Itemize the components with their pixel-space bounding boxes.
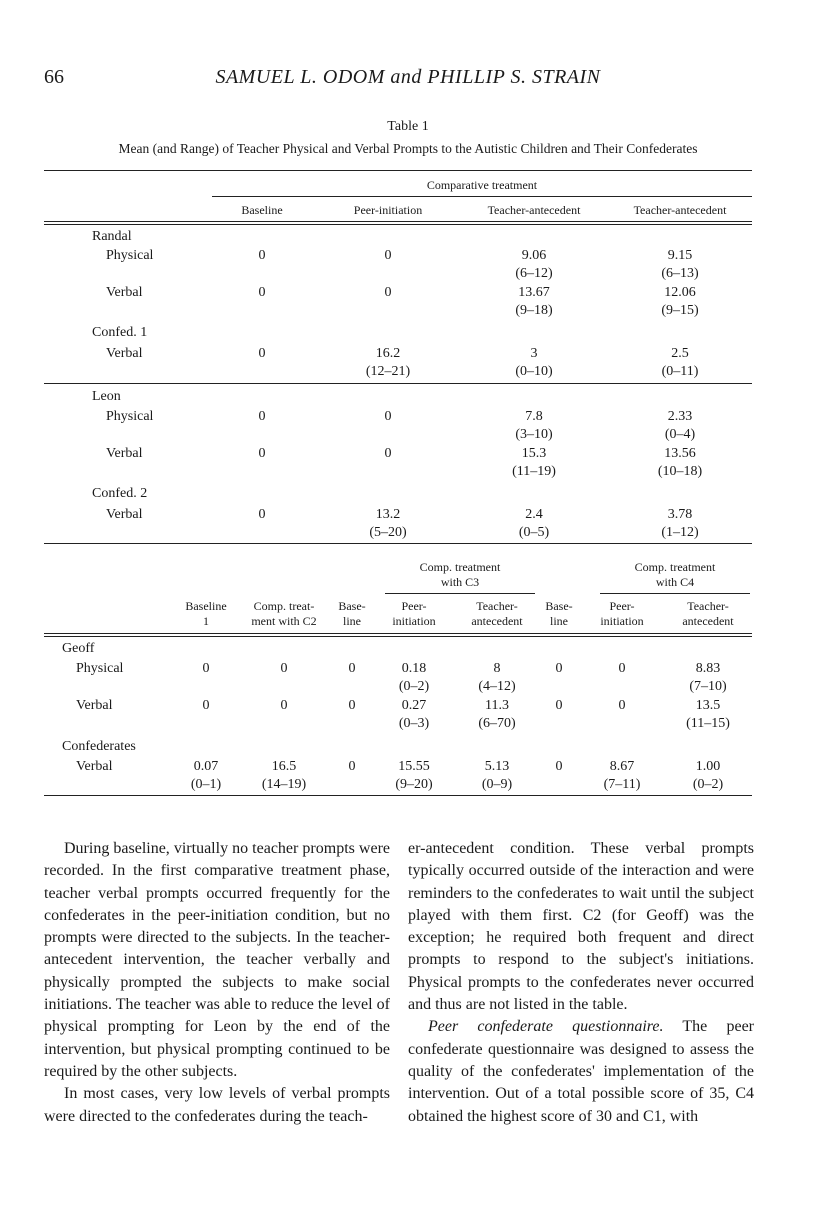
- paragraph: During baseline, virtually no teacher prompts were recorded. In the first comparative treatment phase, teacher verbal prompts occurred frequently for the confederates in the peer-initiation condition, but no prompts were directed to the subjects. In the teacher-antecedent intervention, the teacher verbally and physically prompted the subjects to make social initiations. The teacher was able to reduce the level of physical prompting for Leon by the end of the intervention, but physical prompting continued to be required by the other subjects.: [44, 840, 390, 1080]
- cell-range: (14–19): [261, 777, 307, 792]
- column-header: Teacher-: [476, 599, 518, 613]
- page-number: 66: [44, 66, 64, 88]
- column-header: Peer-: [401, 599, 427, 613]
- table-top-rule: [44, 170, 752, 171]
- body-right-column: [408, 838, 754, 1128]
- cell-mean: 0: [348, 661, 356, 676]
- cell-mean: 2.5: [671, 346, 689, 361]
- column-header: Baseline: [241, 203, 283, 217]
- body-left-column: [44, 838, 390, 1128]
- cell-mean: 7.8: [525, 409, 543, 424]
- column-header: antecedent: [682, 614, 734, 628]
- cell-mean: 0: [202, 698, 210, 713]
- header-rule: [44, 224, 752, 225]
- cell-range: (0–5): [518, 525, 550, 540]
- row-label: Verbal: [106, 446, 143, 461]
- row-label: Verbal: [76, 759, 113, 774]
- cell-mean: 13.5: [695, 698, 721, 713]
- column-header: Peer-initiation: [353, 203, 423, 217]
- cell-mean: 0: [555, 759, 563, 774]
- paragraph: [408, 1016, 754, 1127]
- cell-range: (0–3): [398, 716, 430, 731]
- cell-range: (6–70): [478, 716, 516, 731]
- cell-mean: 3: [530, 346, 538, 361]
- row-label: Physical: [76, 661, 124, 676]
- cell-mean: 0: [258, 446, 266, 461]
- row-label: Verbal: [106, 346, 143, 361]
- cell-mean: 0: [384, 285, 392, 300]
- cell-mean: 8: [493, 661, 501, 676]
- cell-mean: 9.15: [667, 248, 693, 263]
- cell-range: (0–2): [398, 679, 430, 694]
- cell-mean: 0: [258, 285, 266, 300]
- cell-mean: 0: [384, 248, 392, 263]
- cell-mean: 0: [258, 409, 266, 424]
- column-header: Teacher-antecedent: [487, 203, 581, 217]
- cell-range: (11–15): [686, 716, 730, 731]
- group-rule: [600, 593, 750, 594]
- paragraph-text: The peer confederate questionnaire was designed to assess the quality of the confederates' implementation of the intervention. Out of a total possible score of 35, C4 obtained the highest score of 30 and C1, with: [408, 1018, 754, 1125]
- cell-range: (3–10): [515, 427, 553, 442]
- cell-mean: 0: [618, 661, 626, 676]
- table-label: Table 1: [387, 119, 429, 134]
- cell-mean: 13.56: [664, 446, 696, 461]
- row-label: Physical: [106, 409, 154, 424]
- cell-range: (7–11): [603, 777, 641, 792]
- header-rule: [44, 633, 752, 634]
- cell-range: (9–15): [661, 303, 699, 318]
- cell-range: (5–20): [369, 525, 407, 540]
- cell-mean: 0: [280, 661, 288, 676]
- column-header: Baseline: [185, 599, 227, 613]
- table-bottom-rule: [44, 795, 752, 796]
- cell-range: (0–4): [664, 427, 696, 442]
- row-group-label: Geoff: [62, 641, 95, 656]
- column-header: Comp. treat-: [253, 599, 315, 613]
- column-header: Base-: [545, 599, 573, 613]
- row-label: Verbal: [106, 285, 143, 300]
- column-header: initiation: [392, 614, 436, 628]
- cell-mean: 0: [348, 759, 356, 774]
- cell-range: (10–18): [657, 464, 703, 479]
- section-heading: Peer confederate questionnaire.: [428, 1018, 664, 1036]
- column-header: Peer-: [609, 599, 635, 613]
- cell-range: (0–9): [481, 777, 513, 792]
- cell-mean: 16.2: [375, 346, 401, 361]
- cell-range: (4–12): [478, 679, 516, 694]
- cell-mean: 0: [258, 248, 266, 263]
- cell-range: (11–19): [512, 464, 556, 479]
- cell-mean: 0: [348, 698, 356, 713]
- group-header-c4: Comp. treatment: [634, 560, 716, 574]
- part-separator-rule: [44, 543, 752, 544]
- cell-mean: 0: [555, 698, 563, 713]
- cell-range: (6–13): [661, 266, 699, 281]
- cell-mean: 2.4: [525, 507, 543, 522]
- cell-mean: 0: [384, 446, 392, 461]
- cell-range: (0–2): [692, 777, 724, 792]
- paragraph: er-antecedent condition. These verbal prompts typically occurred outside of the interaction and were reminders to the confederates to wait until the subject played with them first. C2 (for Geoff) was the exception; he required both frequent and direct prompts to respond to the subject's initiations. Physical prompts to the confederates never occurred and thus are not listed in the table.: [408, 840, 754, 1014]
- group-rule: [385, 593, 535, 594]
- cell-range: (0–1): [190, 777, 222, 792]
- group-header-c3: with C3: [440, 575, 480, 589]
- cell-mean: 1.00: [695, 759, 721, 774]
- header-rule: [44, 221, 752, 222]
- table-caption: Mean (and Range) of Teacher Physical and Verbal Prompts to the Autistic Children and Their Confederates: [118, 141, 698, 156]
- cell-mean: 13.67: [518, 285, 550, 300]
- row-group-label: Leon: [92, 389, 121, 404]
- cell-mean: 16.5: [271, 759, 297, 774]
- cell-mean: 8.67: [609, 759, 635, 774]
- cell-mean: 0: [258, 346, 266, 361]
- group-rule: [212, 196, 752, 197]
- column-header: line: [343, 614, 361, 628]
- cell-mean: 9.06: [521, 248, 547, 263]
- group-header-c4: with C4: [655, 575, 695, 589]
- cell-range: (1–12): [661, 525, 699, 540]
- row-group-label: Confed. 2: [92, 486, 148, 501]
- cell-mean: 8.83: [695, 661, 721, 676]
- cell-mean: 0: [202, 661, 210, 676]
- cell-mean: 15.3: [521, 446, 547, 461]
- row-label: Verbal: [106, 507, 143, 522]
- group-header: Comparative treatment: [426, 178, 538, 192]
- cell-range: (9–18): [515, 303, 553, 318]
- cell-mean: 11.3: [485, 698, 509, 713]
- cell-mean: 13.2: [375, 507, 401, 522]
- cell-mean: 0: [258, 507, 266, 522]
- cell-range: (0–10): [515, 364, 553, 379]
- cell-mean: 0.18: [401, 661, 427, 676]
- section-rule: [44, 383, 752, 384]
- column-header: initiation: [600, 614, 644, 628]
- column-header: Teacher-antecedent: [633, 203, 727, 217]
- row-group-label: Confed. 1: [92, 325, 148, 340]
- row-group-label: Confederates: [62, 739, 136, 754]
- column-header: line: [550, 614, 568, 628]
- cell-mean: 3.78: [667, 507, 693, 522]
- header-rule: [44, 636, 752, 637]
- cell-mean: 12.06: [664, 285, 696, 300]
- column-header: ment with C2: [251, 614, 317, 628]
- cell-range: (9–20): [395, 777, 433, 792]
- row-group-label: Randal: [92, 229, 132, 244]
- column-header: 1: [203, 614, 209, 628]
- row-label: Physical: [106, 248, 154, 263]
- cell-mean: 0: [280, 698, 288, 713]
- paragraph: In most cases, very low levels of verbal prompts were directed to the confederates during the teach-: [44, 1085, 390, 1125]
- column-header: antecedent: [471, 614, 523, 628]
- row-label: Verbal: [76, 698, 113, 713]
- cell-mean: 0: [555, 661, 563, 676]
- column-header: Teacher-: [687, 599, 729, 613]
- cell-mean: 5.13: [484, 759, 510, 774]
- cell-range: (6–12): [515, 266, 553, 281]
- cell-mean: 0: [384, 409, 392, 424]
- cell-range: (7–10): [689, 679, 727, 694]
- cell-mean: 2.33: [667, 409, 693, 424]
- cell-mean: 0.07: [193, 759, 219, 774]
- running-head: SAMUEL L. ODOM and PHILLIP S. STRAIN: [215, 66, 601, 88]
- cell-mean: 15.55: [398, 759, 430, 774]
- group-header-c3: Comp. treatment: [419, 560, 501, 574]
- column-header: Base-: [338, 599, 366, 613]
- cell-mean: 0: [618, 698, 626, 713]
- cell-range: (12–21): [365, 364, 411, 379]
- cell-mean: 0.27: [401, 698, 427, 713]
- cell-range: (0–11): [661, 364, 699, 379]
